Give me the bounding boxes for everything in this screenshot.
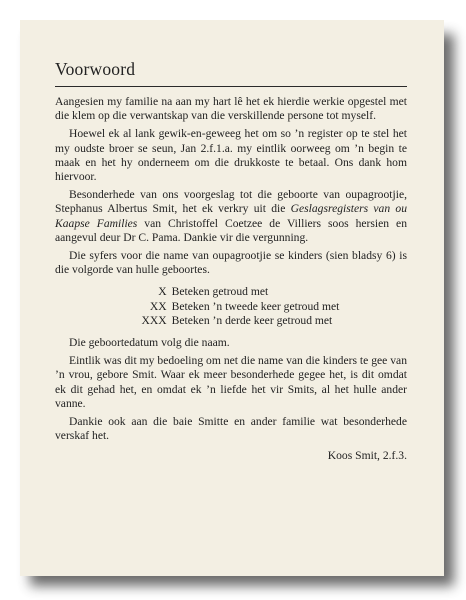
paragraph-thanks: Dankie ook aan die baie Smitte en ander familie wat besonderhede verskaf het. bbox=[55, 415, 407, 443]
author-signature: Koos Smit, 2.f.3. bbox=[327, 449, 407, 463]
legend-line bbox=[123, 300, 340, 314]
paragraph-register: Hoewel ek al lank gewik-en-geweeg het om so ’n register op te stel het my oudste broer se seun, Jan 2.f.1.a. my eintlik oorweeg om ’n begin te maak en het hy onderneem om die drukkoste te betaal. Ons dank hom hiervoor. bbox=[55, 127, 407, 184]
legend-key: XX bbox=[149, 299, 167, 313]
legend-text: Beteken getroud met bbox=[171, 285, 269, 299]
paragraph-sources bbox=[55, 188, 407, 245]
title-rule bbox=[55, 86, 407, 87]
legend-text: Beteken ’n tweede keer getroud met bbox=[171, 299, 340, 313]
paragraph-intro: Aangesien my familie na aan my hart lê het ek hierdie werkie opgestel met die klem op die verwantskap van die verskillende persone tot myself. bbox=[55, 95, 407, 123]
book-title: Geslagsregisters van ou Kaapse Families bbox=[55, 202, 407, 230]
page-title: Voorwoord bbox=[55, 59, 136, 79]
legend-line bbox=[123, 314, 340, 328]
legend-text: Beteken ’n derde keer getroud met bbox=[171, 313, 333, 327]
legend-key: X bbox=[158, 285, 167, 299]
sources-text-before: Besonderhede van ons voorgeslag tot die geboorte van oupagrootjie, Stephanus Albertus Smit, het ek verkry uit die bbox=[55, 188, 407, 216]
paragraph-birthdate: Die geboortedatum volg die naam. bbox=[69, 336, 230, 350]
document-page bbox=[20, 20, 444, 576]
legend-line bbox=[123, 285, 340, 299]
marriage-legend bbox=[55, 285, 407, 328]
legend-key: XXX bbox=[141, 313, 167, 327]
paragraph-intention: Eintlik was dit my bedoeling om net die name van die kinders te gee van ’n vrou, gebore Smit. Waar ek meer besonderhede gegee het, is dit omdat ek dit gehad het, en omdat ek ’n liefde het vir Smits, al het hulle ander vanne. bbox=[55, 354, 407, 410]
sources-text-after: van Christoffel Coetzee de Villiers soos hersien en aangevul deur Dr C. Pama. Dankie vir die vergunning. bbox=[55, 216, 407, 244]
paragraph-numbers: Die syfers voor die name van oupagrootjie se kinders (sien bladsy 6) is die volgorde van hulle geboortes. bbox=[55, 249, 407, 277]
